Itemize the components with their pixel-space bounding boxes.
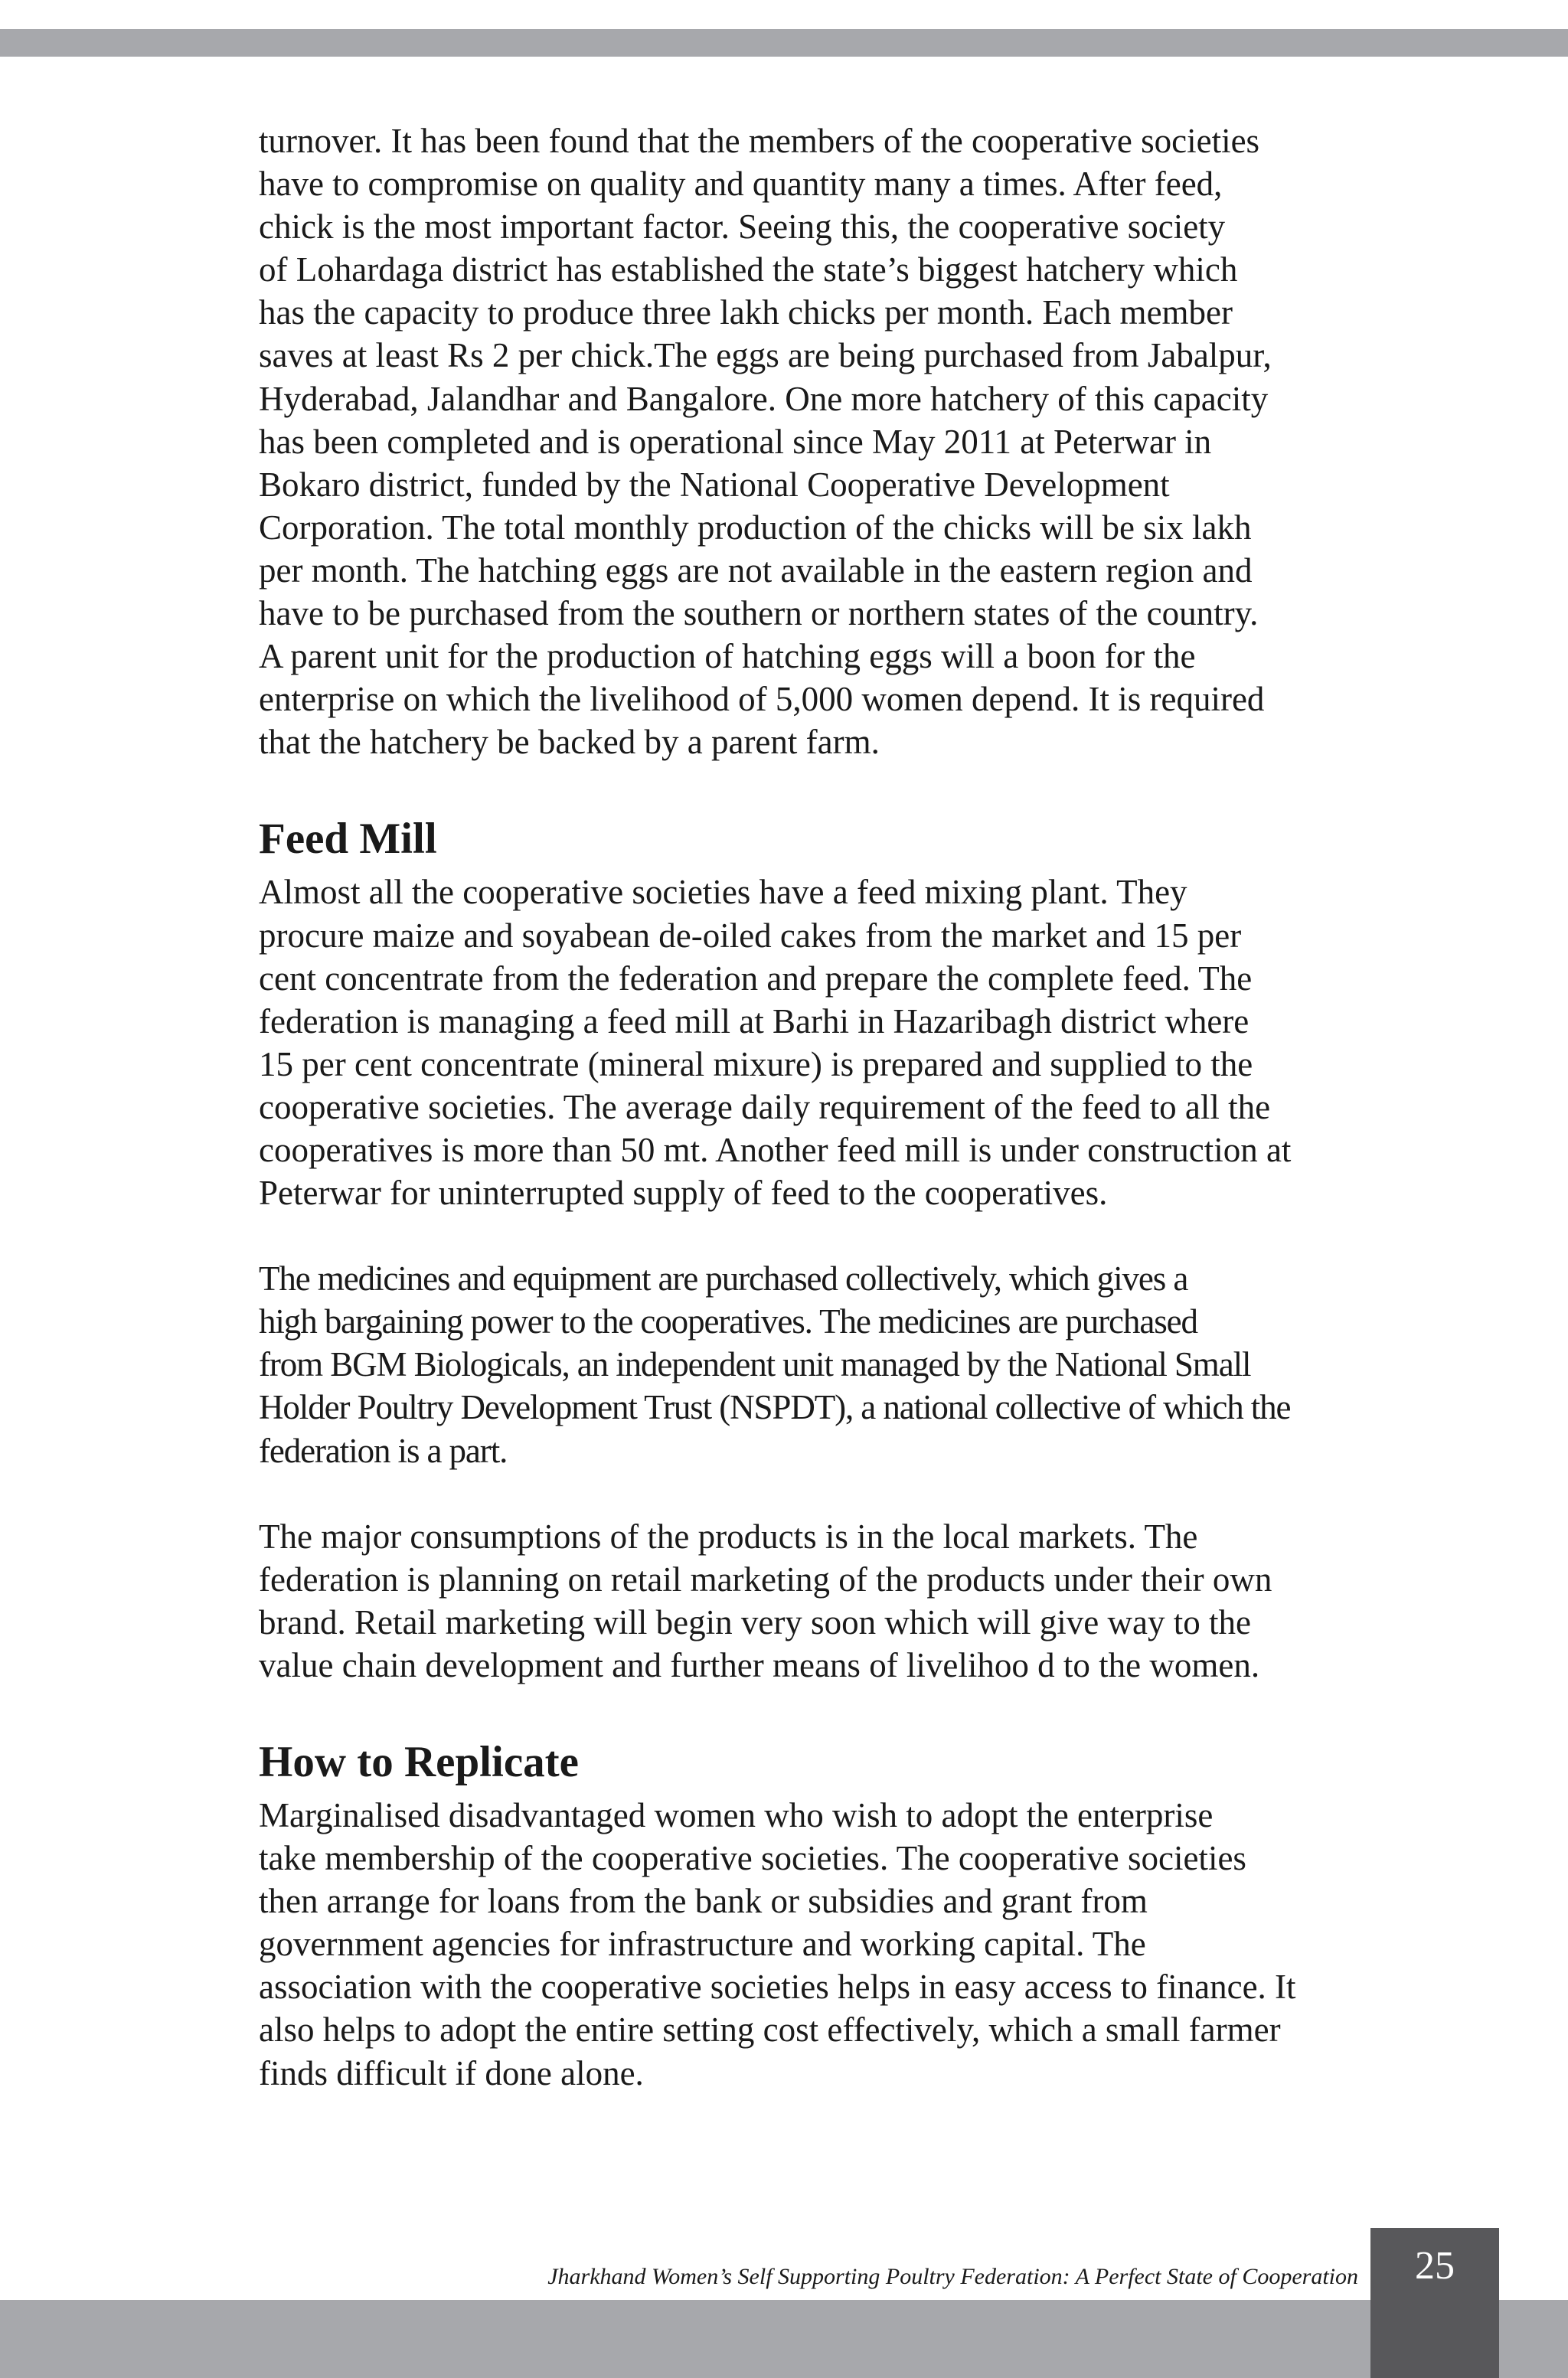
bottom-decorative-bar xyxy=(0,2300,1568,2378)
feed-mill-paragraph-2: The medicines and equipment are purchased collectively, which gives a high bargaining power to the cooperatives. The medicines are purchased from BGM Biologicals, an independent unit managed by the National Small Holder Poultry Development Trust (NSPDT), a national collective of which the federation is a part. xyxy=(259,1259,1291,1470)
top-decorative-bar xyxy=(0,29,1568,57)
how-to-replicate-paragraph: Marginalised disadvantaged women who wish to adopt the enterprise take membership of the cooperative societies. The cooperative societies then arrange for loans from the bank or subsidies and grant from government agencies for infrastructure and working capital. The association with the cooperative societies helps in easy access to finance. It also helps to adopt the entire setting cost effectively, which a small farmer finds difficult if done alone. xyxy=(259,1796,1296,2092)
footer-running-title: Jharkhand Women’s Self Supporting Poultry Federation: A Perfect State of Cooperation xyxy=(547,2264,1358,2289)
feed-mill-paragraph-3: The major consumptions of the products is in the local markets. The federation is planning on retail marketing of the products under their own brand. Retail marketing will begin very soon which will give way to the value chain development and further means of livelihoo d to the women. xyxy=(259,1517,1272,1684)
page-number-box xyxy=(1370,2228,1499,2378)
feed-mill-heading: Feed Mill xyxy=(259,815,437,864)
page-number: 25 xyxy=(1415,2244,1455,2288)
how-to-replicate-heading: How to Replicate xyxy=(259,1738,579,1786)
page-content xyxy=(259,119,1453,2095)
intro-paragraph: turnover. It has been found that the members of the cooperative societies have to compromise on quality and quantity many a times. After feed, chick is the most important factor. Seeing this, the cooperative society of Lohardaga district has established the state’s biggest hatchery which has the capacity to produce three lakh chicks per month. Each member saves at least Rs 2 per chick.The eggs are being purchased from Jabalpur, Hyderabad, Jalandhar and Bangalore. One more hatchery of this capacity has been completed and is operational since May 2011 at Peterwar in Bokaro district, funded by the National Cooperative Development Corporation. The total monthly production of the chicks will be six lakh per month. The hatching eggs are not available in the eastern region and have to be purchased from the southern or northern states of the country. A parent unit for the production of hatching eggs will a boon for the enterprise on which the livelihood of 5,000 women depend. It is required that the hatchery be backed by a parent farm. xyxy=(259,122,1272,762)
feed-mill-paragraph-1: Almost all the cooperative societies have a feed mixing plant. They procure maize and soyabean de-oiled cakes from the market and 15 per cent concentrate from the federation and prepare the complete feed. The federation is managing a feed mill at Barhi in Hazaribagh district where 15 per cent concentrate (mineral mixure) is prepared and supplied to the cooperative societies. The average daily requirement of the feed to all the cooperatives is more than 50 mt. Another feed mill is under construction at Peterwar for uninterrupted supply of feed to the cooperatives. xyxy=(259,873,1292,1213)
